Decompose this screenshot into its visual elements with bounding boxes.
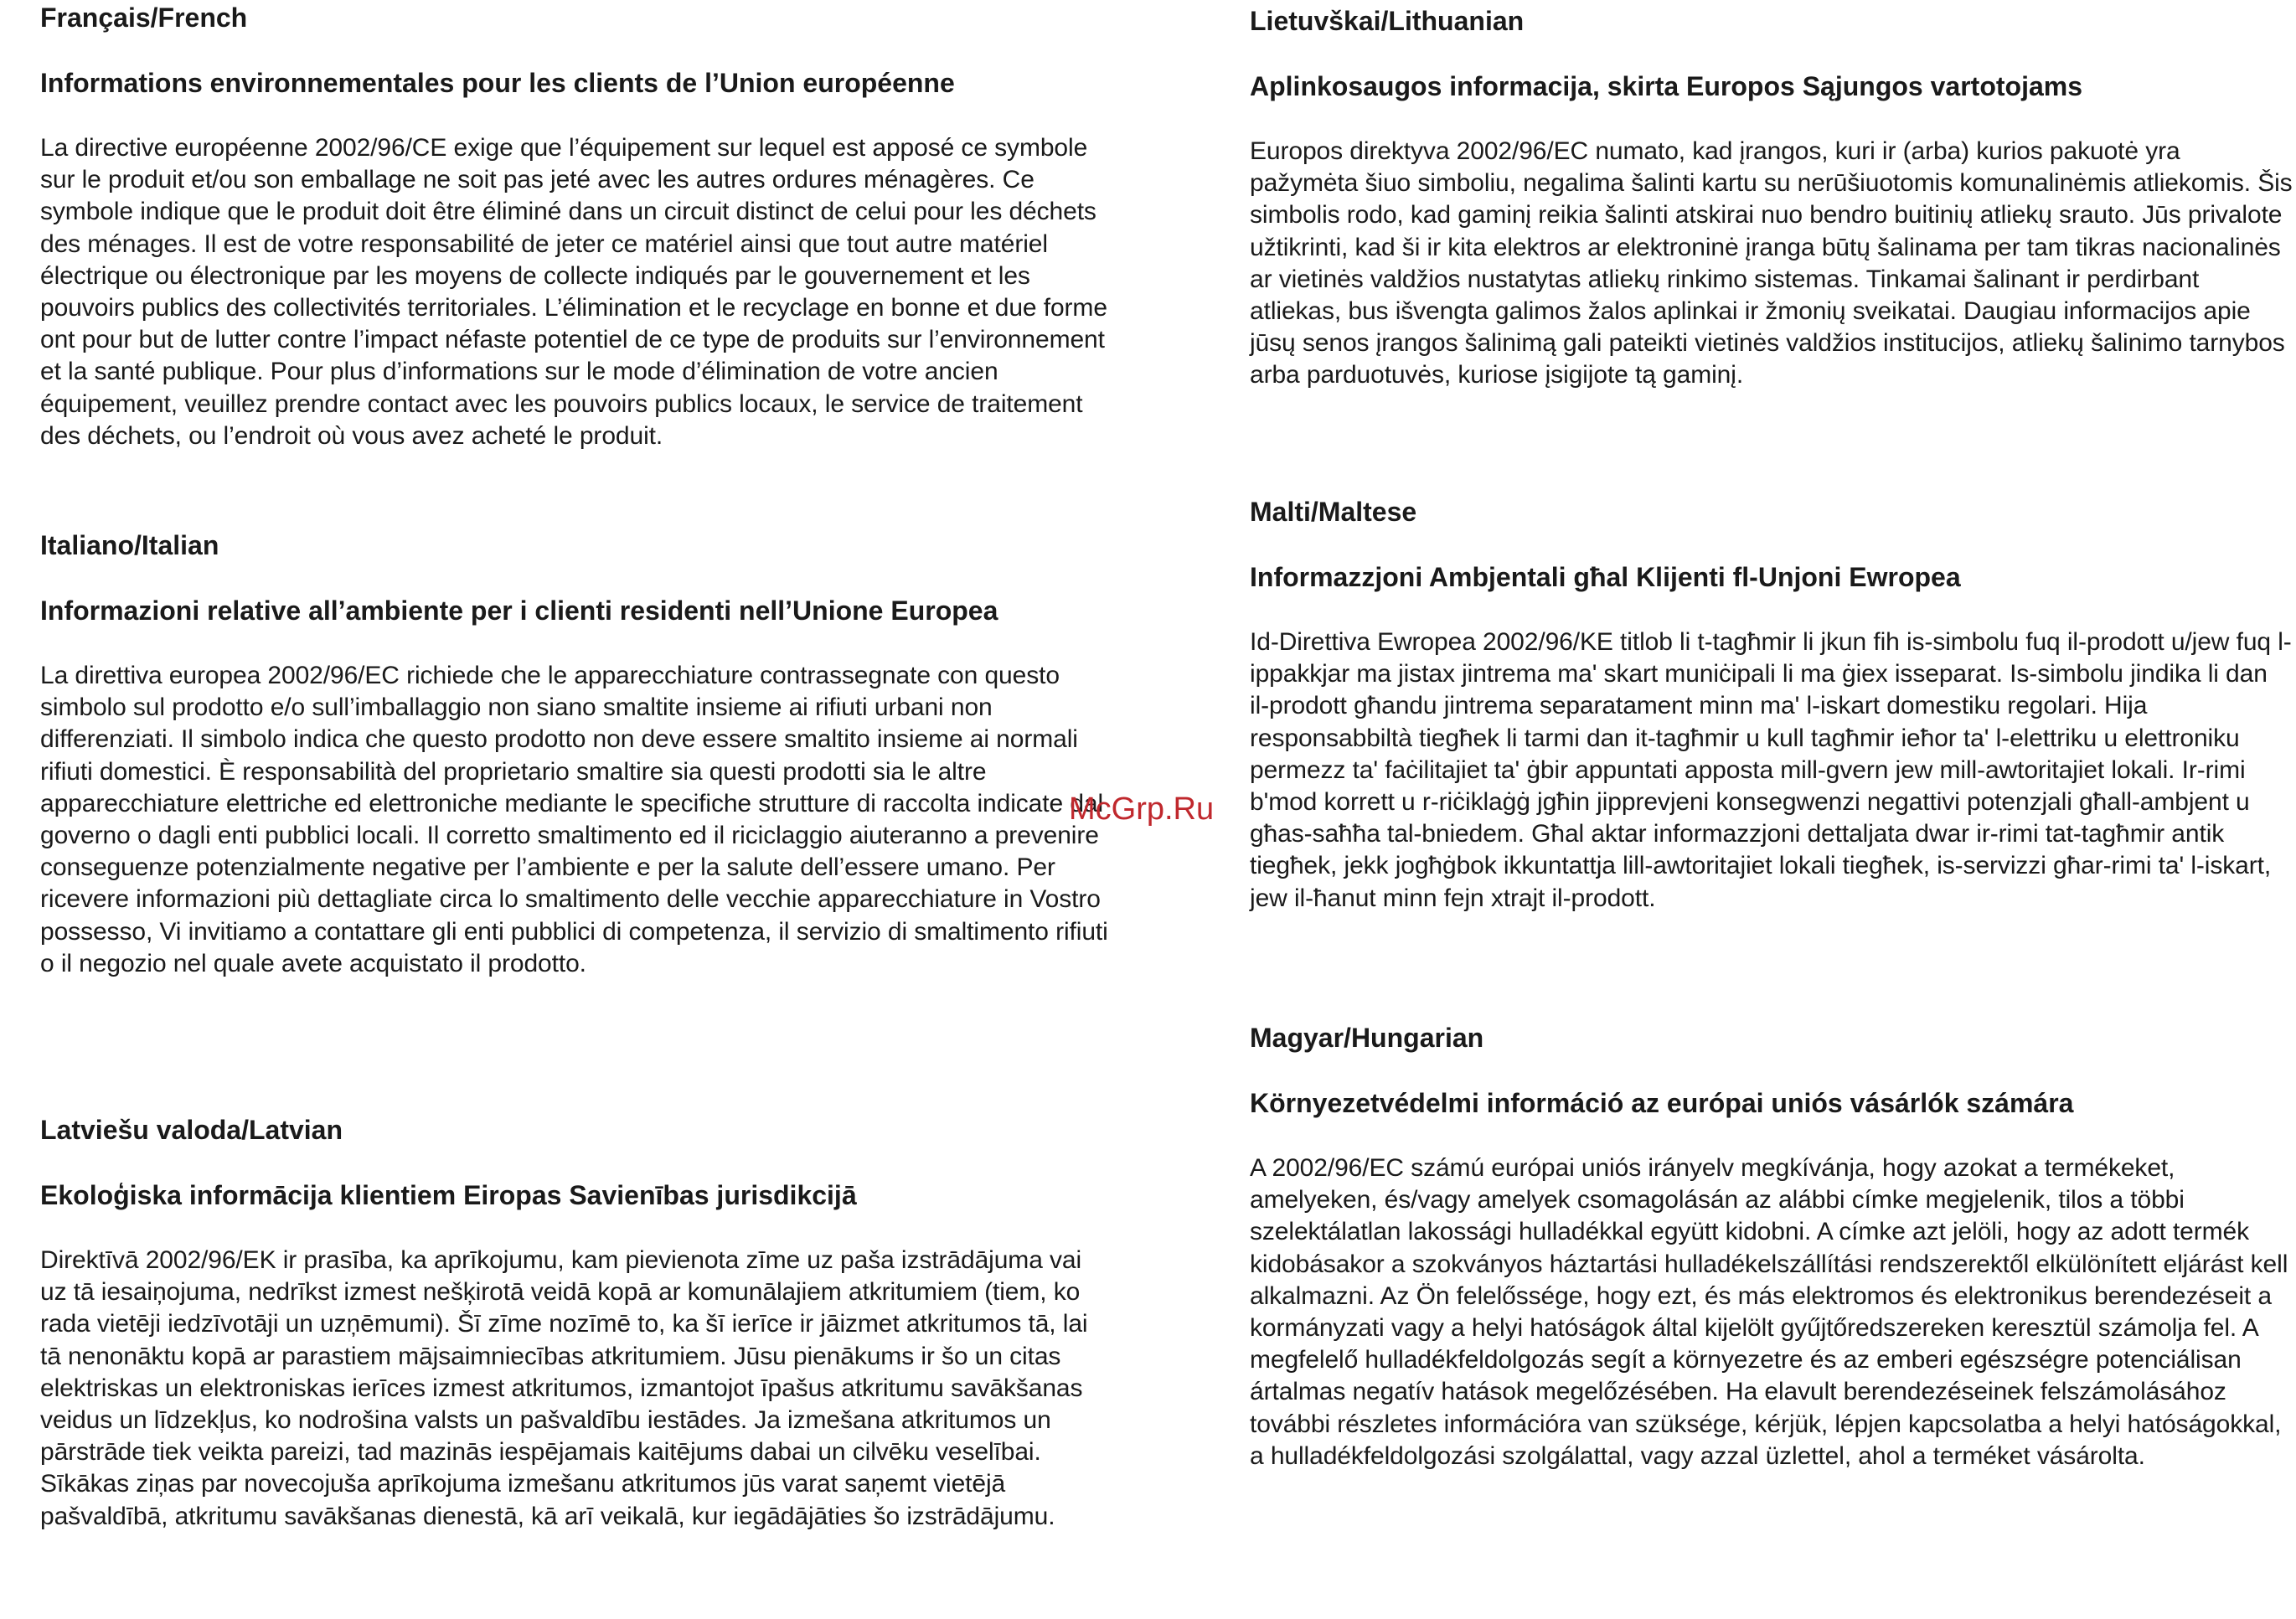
language-label: Italiano/Italian bbox=[40, 530, 219, 560]
watermark-text: McGrp.Ru bbox=[1069, 791, 1215, 827]
section-hungarian bbox=[1250, 1022, 2293, 1472]
section-body: La direttiva europea 2002/96/EC richiede che le apparecchiature contrassegnate con questo simbolo sul prodotto e/o sull’imballaggio non siano smaltite insieme ai rifiuti urbani non differenziati. Il simbolo indica che questo prodotto non deve essere smaltito insieme ai normali rifiuti domestici. È responsabilità del proprietario smaltire sia questi prodotti sia le altre apparecchiature elettriche ed elettroniche mediante le specifiche strutture di raccolta indicate dal governo o dagli enti pubblici locali. Il corretto smaltimento ed il riciclaggio aiuteranno a prevenire conseguenze potenzialmente negative per l’ambiente e per la salute dell’essere umano. Per ricevere informazioni più dettagliate circa lo smaltimento delle vecchie apparecchiature in Vostro possesso, Vi invitiamo a contattare gli enti pubblici di competenza, il servizio di smaltimento rifiuti o il negozio nel quale avete acquistato il prodotto. bbox=[40, 662, 1108, 977]
section-heading: Aplinkosaugos informacija, skirta Europos Sąjungos vartotojams bbox=[1250, 71, 2082, 101]
section-italian bbox=[40, 529, 1108, 980]
language-label: Magyar/Hungarian bbox=[1250, 1023, 1484, 1053]
section-body: La directive européenne 2002/96/CE exige que l’équipement sur lequel est apposé ce symbole sur le produit et/ou son emballage ne soit pas jeté avec les autres ordures ménagères. Ce symbole indique que le produit doit être éliminé dans un circuit distinct de celui pour les déchets des ménages. Il est de votre responsabilité de jeter ce matériel ainsi que tout autre matériel électrique ou électronique par les moyens de collecte indiqués par le gouvernement et les pouvoirs publics des collectivités territoriales. L’élimination et le recyclage en bonne et due forme ont pour but de lutter contre l’impact néfaste potentiel de ce type de produits sur l’environnement et la santé publique. Pour plus d’informations sur le mode d’élimination de votre ancien équipement, veuillez prendre contact avec les pouvoirs publics locaux, le service de traitement des déchets, ou l’endroit où vous avez acheté le produit. bbox=[40, 134, 1107, 450]
language-label: Français/French bbox=[40, 3, 248, 33]
language-label: Malti/Maltese bbox=[1250, 497, 1417, 527]
section-heading: Környezetvédelmi információ az európai uniós vásárlók számára bbox=[1250, 1088, 2074, 1118]
section-heading: Informations environnementales pour les clients de l’Union européenne bbox=[40, 68, 955, 98]
section-french bbox=[40, 2, 1108, 452]
section-latvian bbox=[40, 1114, 1108, 1533]
section-heading: Informazzjoni Ambjentali għal Klijenti fl-Unjoni Ewropea bbox=[1250, 562, 1961, 592]
section-body: Europos direktyva 2002/96/EC numato, kad įrangos, kuri ir (arba) kurios pakuotė yra pažymėta šiuo simboliu, negalima šalinti kartu su nerūšiuotomis komunalinėmis atliekomis. Šis simbolis rodo, kad gaminį reikia šalinti atskirai nuo bendro buitinių atliekų srauto. Jūs privalote užtikrinti, kad ši ir kita elektros ar elektroninė įranga būtų šalinama per tam tikras nacionalinės ar vietinės valdžios nustatytas atliekų rinkimo sistemas. Tinkamai šalinant ir perdirbant atliekas, bus išvengta galimos žalos aplinkai ir žmonių sveikatai. Daugiau informacijos apie jūsų senos įrangos šalinimą gali pateikti vietinės valdžios institucijos, atliekų šalinimo tarnybos arba parduotuvės, kuriose įsigijote tą gaminį. bbox=[1250, 137, 2293, 389]
section-heading: Informazioni relative all’ambiente per i clienti residenti nell’Unione Europea bbox=[40, 596, 998, 626]
section-body: Direktīvā 2002/96/EK ir prasība, ka aprīkojumu, kam pievienota zīme uz paša izstrādājuma vai uz tā iesaiņojuma, nedrīkst izmest nešķirotā veidā kopā ar komunālajiem atkritumiem (tiem, ko rada vietēji iedzīvotāji un uzņēmumi). Šī zīme nozīmē to, ka šī ierīce ir jāizmet atkritumos tā, lai tā nenonāktu kopā ar parastiem mājsaimniecības atkritumiem. Jūsu pienākums ir šo un citas elektriskas un elektroniskas ierīces izmest atkritumos, izmantojot īpašus atkritumu savākšanas veidus un līdzekļus, ko nodrošina valsts un pašvaldību iestādes. Ja izmešana atkritumos un pārstrāde tiek veikta pareizi, tad mazinās iespējamais kaitējums dabai un cilvēku veselībai. Sīkākas ziņas par novecojuša aprīkojuma izmešanu atkritumos jūs varat saņemt vietējā pašvaldībā, atkritumu savākšanas dienestā, kā arī veikalā, kur iegādājāties šo izstrādājumu. bbox=[40, 1246, 1088, 1530]
language-label: Latviešu valoda/Latvian bbox=[40, 1115, 343, 1145]
section-heading: Ekoloģiska informācija klientiem Eiropas Savienības jurisdikcijā bbox=[40, 1180, 857, 1210]
language-label: Lietuvškai/Lithuanian bbox=[1250, 6, 1525, 36]
section-body: A 2002/96/EC számú európai uniós irányelv megkívánja, hogy azokat a termékeket, amelyeken, és/vagy amelyek csomagolásán az alábbi címke megjelenik, tilos a többi szelektálatlan lakossági hulladékkal együtt kidobni. A címke azt jelöli, hogy az adott termék kidobásakor a szokványos háztartási hulladékelszállítási rendszerektől elkülönített eljárást kell alkalmazni. Az Ön felelőssége, hogy ezt, és más elektromos és elektronikus berendezéseit a kormányzati vagy a helyi hatóságok által kijelölt gyűjtőredszereken keresztül számolja fel. A megfelelő hulladékfeldolgozás segít a környezetre és az emberi egészségre potenciálisan ártalmas negatív hatások megelőzésében. Ha elavult berendezéseinek felszámolásához további részletes információra van szüksége, kérjük, lépjen kapcsolatba a helyi hatóságokkal, a hulladékfeldolgozási szolgálattal, vagy azzal üzlettel, ahol a terméket vásárolta. bbox=[1250, 1154, 2288, 1470]
section-body: Id-Direttiva Ewropea 2002/96/KE titlob li t-tagħmir li jkun fih is-simbolu fuq il-prodott u/jew fuq l-ippakkjar ma jistax jintrema ma' skart muniċipali li ma ġiex isseparat. Is-simbolu jindika li dan il-prodott għandu jintrema separatament minn ma' l-iskart domestiku regolari. Hija responsabbiltà tiegħek li tarmi dan it-tagħmir u kull tagħmir ieħor ta' l-elettriku u elettroniku permezz ta' faċilitajiet ta' ġbir appuntati apposta mill-gvern jew mill-awtoritajiet lokali. Ir-rimi b'mod korrett u r-riċiklaġġ jgħin jipprevjeni konsegwenzi negattivi potenzjali għall-ambjent u għas-saħħa tal-bniedem. Għal aktar informazzjoni dettaljata dwar ir-rimi tat-tagħmir antik tiegħek, jekk jogħġbok ikkuntattja lill-awtoritajiet lokali tiegħek, is-servizzi għar-rimi ta' l-iskart, jew il-ħanut minn fejn xtrajt il-prodott. bbox=[1250, 628, 2292, 912]
section-lithuanian bbox=[1250, 5, 2293, 392]
section-maltese bbox=[1250, 496, 2293, 915]
